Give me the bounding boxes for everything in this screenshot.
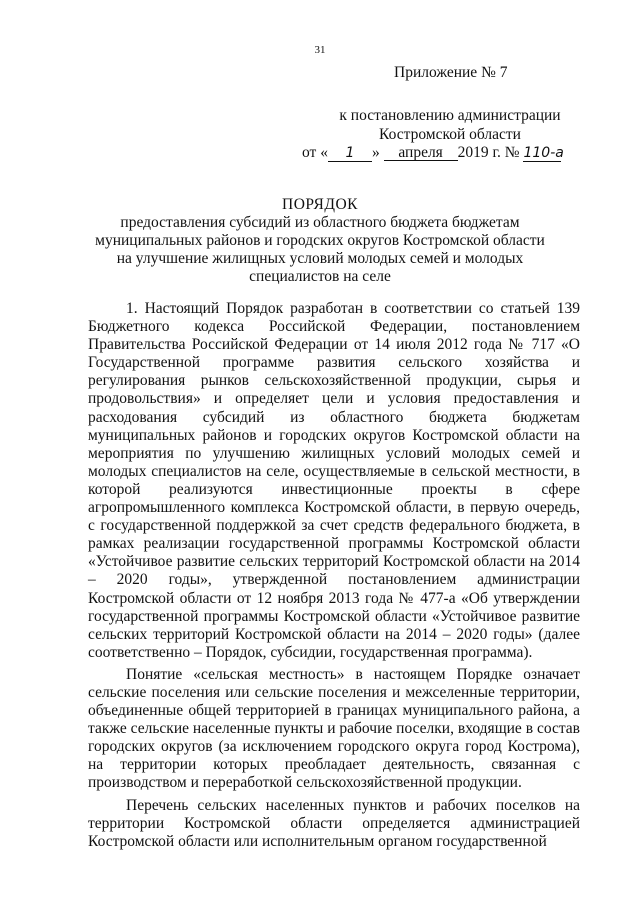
body-paragraph: Понятие «сельская местность» в настоящем Порядке означает сельские поселения или сельские поселения и межселенные территории, объединенные общей территорией в границах муниципального района, а также сельские населенные пункты и рабочие поселки, входящие в состав городских округов (за исключением городского округа город Кострома), на территории которых преобладает деятельность, связанная с производством и переработкой сельскохозяйственной продукции. <box>88 665 580 792</box>
subtitle-line: предоставления субсидий из областного бюджета бюджетам <box>120 214 520 231</box>
body-paragraph: 1. Настоящий Порядок разработан в соответствии со статьей 139 Бюджетного кодекса Российской Федерации, постановлением Правительства Российской Федерации от 14 июля 2012 года № 717 «О Государственной программе развития сельского хозяйства и регулирования рынков сельскохозяйственной продукции, сырья и продовольствия» и определяет цели и условия предоставления и расходования субсидий из областного бюджета бюджетам муниципальных районов и городских округов Костромской области на мероприятия по улучшению жилищных условий молодых семей и молодых специалистов на селе, осуществляемые в сельской местности, в которой реализуются инвестиционные проекты в сфере агропромышленного комплекса Костромской области, в первую очередь, с государственной поддержкой за счет средств федерального бюджета, в рамках реализации государственной программы Костромской области «Устойчивое развитие сельских территорий Костромской области на 2014 – 2020 годы», утвержденной постановлением администрации Костромской области от 12 ноября 2013 года № 477-а «Об утверждении государственной программы Костромской области «Устойчивое развитие сельских территорий Костромской области на 2014 – 2020 годы» (далее соответственно – Порядок, субсидии, государственная программа). <box>88 300 580 661</box>
date-month-field: апреля <box>384 145 458 161</box>
body-paragraph: Перечень сельских населенных пунктов и рабочих поселков на территории Костромской области определяется администрацией Костромской области или исполнительным органом государственной <box>88 796 580 850</box>
document-body <box>88 300 580 855</box>
subtitle-line: на улучшение жилищных условий молодых семей и молодых <box>116 250 524 267</box>
subtitle-line: специалистов на селе <box>249 268 391 285</box>
resolution-date-line <box>302 144 564 162</box>
resolution-number-field: 110-а <box>523 145 564 161</box>
page-number: 31 <box>314 44 326 56</box>
subtitle-line: муниципальных районов и городских округов Костромской области <box>95 232 545 249</box>
date-day-field: 1 <box>328 146 372 162</box>
resolution-line: Костромской области <box>379 126 521 143</box>
resolution-line: к постановлению администрации <box>339 107 561 124</box>
date-year: 2019 г. № <box>457 144 520 161</box>
appendix-label: Приложение № 7 <box>394 64 508 81</box>
document-title: ПОРЯДОК <box>282 196 358 213</box>
date-mid: » <box>371 144 380 161</box>
resolution-reference <box>300 106 600 144</box>
date-prefix: от « <box>302 144 328 161</box>
document-subtitle <box>60 214 580 286</box>
